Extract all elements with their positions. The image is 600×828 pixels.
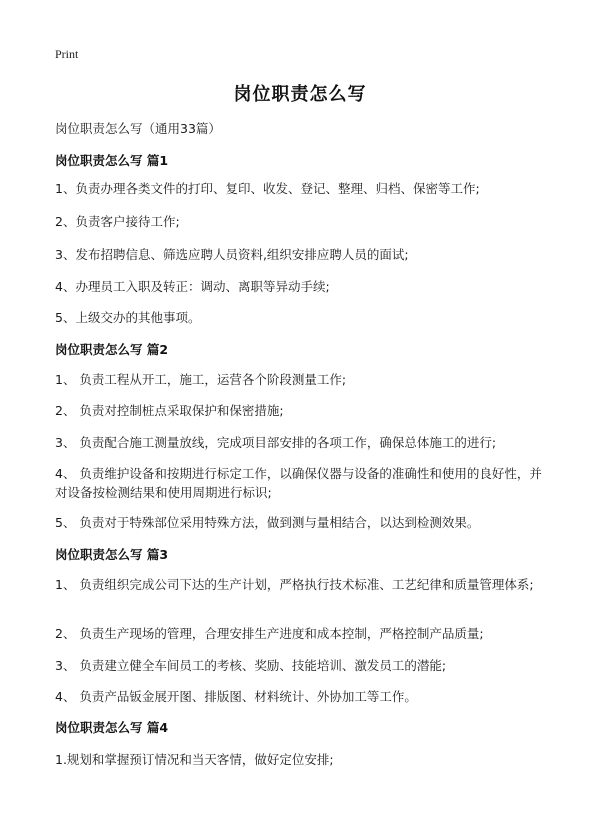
list-item: 2、 负责生产现场的管理，合理安排生产进度和成本控制，严格控制产品质量; — [55, 626, 484, 641]
document-title: 岗位职责怎么写 — [233, 84, 367, 105]
list-item: 5、上级交办的其他事项。 — [55, 310, 201, 325]
list-item: 4、办理员工入职及转正：调动、离职等异动手续; — [55, 279, 330, 294]
list-item: 1、 负责组织完成公司下达的生产计划，严格执行技术标准、工艺纪律和质量管理体系; — [55, 577, 534, 592]
list-item: 4、 负责维护设备和按期进行标定工作，以确保仪器与设备的准确性和使用的良好性，并对设备按检测结果和使用周期进行标识; — [55, 466, 542, 500]
list-item: 2、 负责对控制桩点采取保护和保密措施; — [55, 403, 284, 418]
print-label: Print — [55, 47, 79, 61]
list-item: 2、负责客户接待工作; — [55, 214, 180, 229]
section-heading: 岗位职责怎么写 篇1 — [55, 153, 169, 168]
list-item: 3、发布招聘信息、筛选应聘人员资料,组织安排应聘人员的面试; — [55, 247, 409, 262]
section-heading: 岗位职责怎么写 篇3 — [55, 547, 169, 562]
list-item: 5、 负责对于特殊部位采用特殊方法，做到测与量相结合，以达到检测效果。 — [55, 515, 480, 530]
section-heading: 岗位职责怎么写 篇4 — [55, 720, 169, 735]
list-item: 1.规划和掌握预订情况和当天客情，做好定位安排; — [55, 752, 334, 767]
list-item: 1、 负责工程从开工，施工，运营各个阶段测量工作; — [55, 372, 347, 387]
document-subtitle: 岗位职责怎么写（通用33篇） — [55, 121, 221, 136]
list-item: 4、 负责产品钣金展开图、排版图、材料统计、外协加工等工作。 — [55, 689, 417, 704]
list-item: 3、 负责建立健全车间员工的考核、奖励、技能培训、激发员工的潜能; — [55, 658, 447, 673]
list-item: 1、负责办理各类文件的打印、复印、收发、登记、整理、归档、保密等工作; — [55, 181, 480, 196]
section-heading: 岗位职责怎么写 篇2 — [55, 342, 169, 357]
list-item: 3、 负责配合施工测量放线，完成项目部安排的各项工作，确保总体施工的进行; — [55, 435, 497, 450]
